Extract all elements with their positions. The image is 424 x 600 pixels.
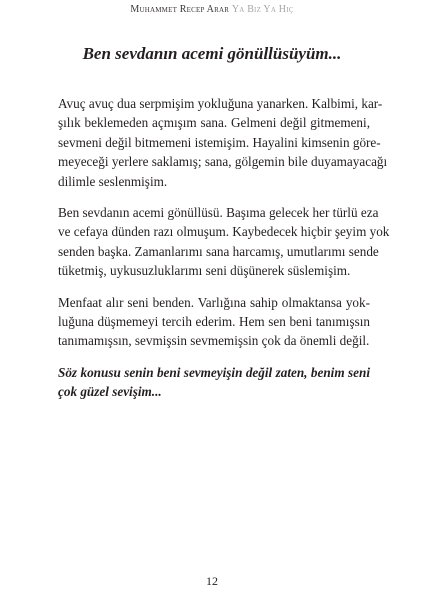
text-line: Menfaat alır seni benden. Varlığına sahip olmaktansa yok- bbox=[58, 294, 370, 310]
closing-paragraph bbox=[58, 363, 370, 402]
text-line: sevmeni değil bitmemeni istemişim. Hayalini kimsenin göre- bbox=[58, 134, 381, 150]
paragraph-1 bbox=[58, 94, 388, 191]
text-line: dilimle seslenmişim. bbox=[58, 173, 168, 189]
paragraph-3 bbox=[58, 293, 370, 351]
body-text bbox=[58, 94, 390, 414]
page-number: 12 bbox=[206, 574, 218, 588]
paragraph-2 bbox=[58, 203, 390, 281]
text-line: tüketmiş, uykusuzluklarımı seni düşünerek süslemişim. bbox=[58, 263, 351, 279]
text-line: çok güzel sevişim... bbox=[58, 384, 162, 400]
header-author: Muhammet Recep Arar bbox=[130, 4, 230, 15]
text-line: Söz konusu senin beni sevmeyişin değil zaten, benim seni bbox=[58, 364, 370, 380]
chapter-title: Ben sevdanın acemi gönüllüsüyüm... bbox=[82, 44, 342, 63]
text-line: Avuç avuç dua serpmişim yokluğuna yanarken. Kalbimi, kar- bbox=[58, 96, 383, 111]
text-line: meyeceği yerlere saklamış; sana, gölgemin bile duyamayacağı bbox=[58, 154, 388, 170]
text-line: luğuna düşmemeyi tercih ederim. Hem sen beni tanımışsın bbox=[58, 314, 370, 330]
text-line: senden başka. Zamanlarımı sana harcamış, umutlarımı sende bbox=[58, 243, 379, 259]
text-line: Ben sevdanın acemi gönüllüsü. Başıma gelecek her türlü eza bbox=[58, 205, 379, 221]
text-line: ve cefaya dünden razı olmuşum. Kaybedecek hiçbir şeyim yok bbox=[58, 224, 390, 240]
text-line: şılık beklemeden açmışım sana. Gelmeni değil gitmemeni, bbox=[58, 115, 370, 131]
running-header bbox=[0, 4, 424, 15]
header-book-title: Ya Biz Ya Hiç bbox=[231, 4, 294, 15]
text-line: tanımamışsın, sevmişsin sevmemişsin çok da önemli değil. bbox=[58, 333, 370, 349]
